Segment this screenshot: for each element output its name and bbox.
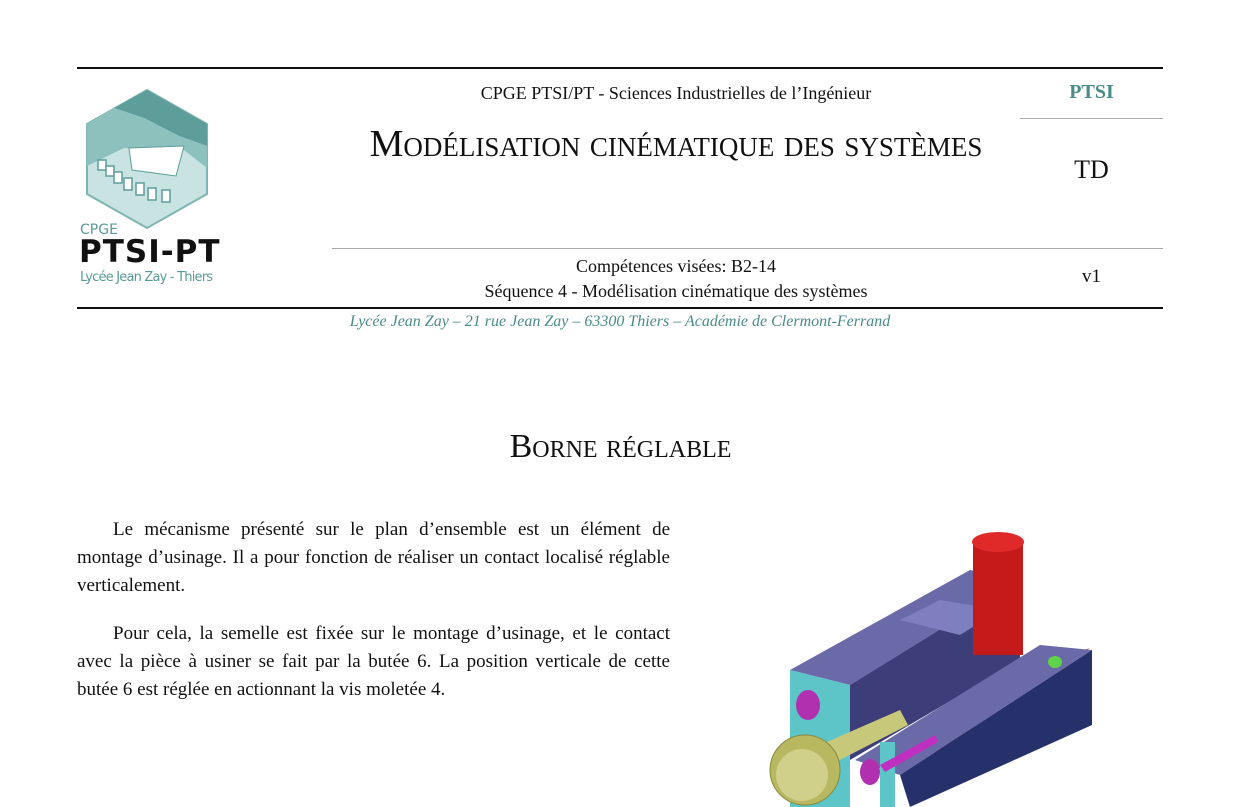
doc-type: TD [1074, 155, 1109, 184]
bottom-rule [77, 307, 1163, 309]
paragraph: Pour cela, la semelle est fixée sur le montage d’usinage, et le contact avec la pièce à usiner se fait par la butée 6. La position verticale de cette butée 6 est réglée en actionnant la vis moletée 4. [77, 623, 670, 700]
top-rule [77, 67, 1163, 69]
school-logo-icon [84, 88, 210, 230]
mechanism-3d-image [740, 510, 1120, 807]
class-label: PTSI [1069, 81, 1114, 103]
logo-sub-text: Lycée Jean Zay - Thiers [80, 270, 213, 285]
paragraph: Le mécanisme présenté sur le plan d’ensemble est un élément de montage d’usinage. Il a pour fonction de réaliser un contact localisé réglable verticalement. [77, 519, 670, 596]
logo-main-text: PTSI-PT [79, 234, 221, 270]
competences: Compétences visées: B2-14 [576, 256, 776, 276]
version: v1 [1082, 266, 1101, 287]
sequence: Séquence 4 - Modélisation cinématique des systèmes [484, 281, 868, 301]
document-title: Borne réglable [509, 428, 732, 465]
divider [1020, 118, 1163, 119]
course-name: CPGE PTSI/PT - Sciences Industrielles de l’Ingénieur [480, 83, 872, 103]
school-address: Lycée Jean Zay – 21 rue Jean Zay – 63300 Thiers – Académie de Clermont-Ferrand [349, 313, 891, 330]
page-title: Modélisation cinématique des systèmes [369, 123, 983, 165]
logo-cpge-text: CPGE [80, 222, 118, 238]
divider [332, 248, 1163, 249]
competences-block [332, 254, 1020, 304]
